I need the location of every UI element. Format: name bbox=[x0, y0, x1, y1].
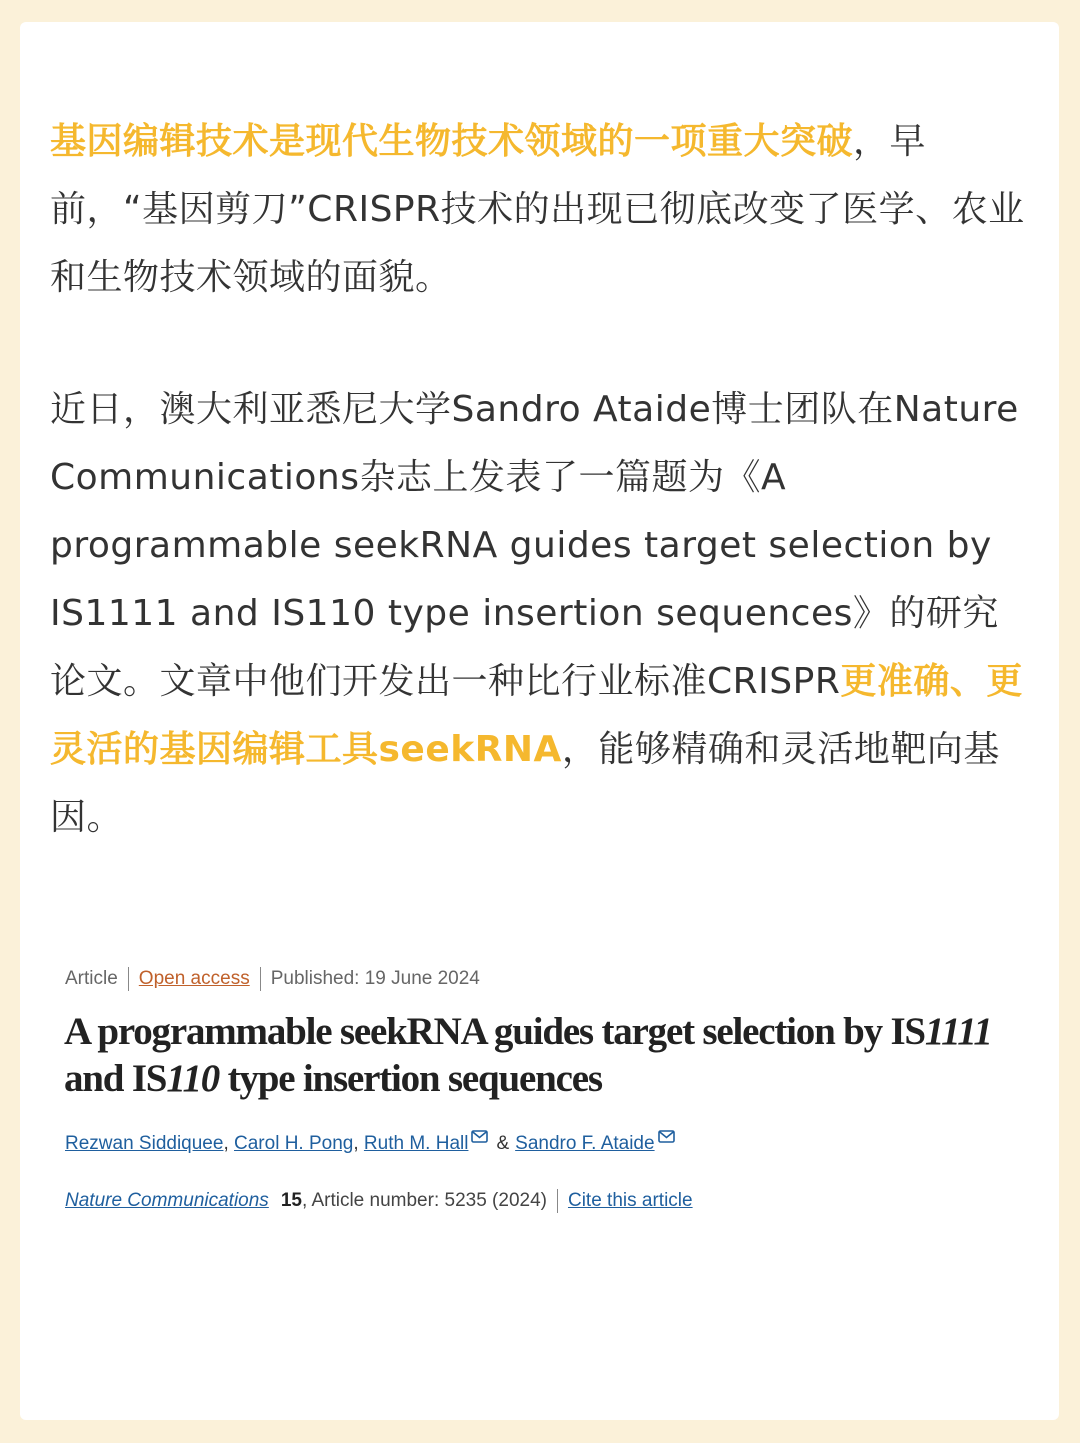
title-text: and IS bbox=[64, 1057, 167, 1100]
author-link[interactable]: Ruth M. Hall bbox=[363, 1133, 469, 1154]
meta-divider bbox=[260, 967, 261, 991]
journal-link[interactable]: Nature Communications bbox=[65, 1190, 269, 1211]
intro-text: ，早前，“基因剪刀”CRISPR技术的出现已彻底改变了医学、农业和生物技术领域的面貌。 bbox=[50, 121, 1025, 298]
title-italic-number: 110 bbox=[166, 1057, 220, 1100]
meta-divider bbox=[128, 967, 129, 991]
mail-icon[interactable] bbox=[471, 1130, 488, 1143]
content-card bbox=[20, 22, 1059, 1420]
detail-text-before: 近日，澳大利亚悉尼大学Sandro Ataide博士团队在Nature Communications杂志上发表了一篇题为《A programmable seekRNA guides target selection by IS1111 and IS110 type insertion sequences》的研究论文。文章中他们开发出一种比行业标准CRISPR bbox=[50, 389, 1019, 702]
intro-paragraph bbox=[50, 108, 1035, 312]
author-link[interactable]: Sandro F. Ataide bbox=[515, 1133, 655, 1154]
cite-link[interactable]: Cite this article bbox=[567, 1190, 693, 1211]
article-type: Article bbox=[65, 968, 118, 989]
article-number: , Article number: 5235 (2024) bbox=[301, 1190, 547, 1211]
detail-paragraph bbox=[50, 376, 1035, 852]
meta-divider bbox=[557, 1189, 558, 1213]
title-italic-number: 1111 bbox=[924, 1010, 992, 1053]
article-title bbox=[64, 1008, 1024, 1102]
journal-info bbox=[65, 1189, 693, 1213]
open-access-link[interactable]: Open access bbox=[138, 968, 250, 989]
detail-highlight: 更准确、更灵活的基因编辑工具seekRNA bbox=[50, 661, 1023, 770]
intro-highlight: 基因编辑技术是现代生物技术领域的一项重大突破 bbox=[50, 121, 854, 162]
title-text: type insertion sequences bbox=[219, 1057, 602, 1100]
journal-volume: 15 bbox=[280, 1190, 302, 1211]
detail-text-after: ，能够精确和灵活地靶向基因。 bbox=[50, 729, 1000, 838]
title-text: A programmable seekRNA guides target selection by IS bbox=[64, 1010, 925, 1053]
author-list bbox=[65, 1130, 675, 1155]
article-meta bbox=[65, 967, 480, 991]
author-separator: , bbox=[223, 1133, 235, 1154]
published-date: Published: 19 June 2024 bbox=[270, 968, 480, 989]
author-separator: , bbox=[353, 1133, 364, 1154]
mail-icon[interactable] bbox=[658, 1130, 675, 1143]
author-link[interactable]: Rezwan Siddiquee bbox=[65, 1133, 224, 1154]
author-ampersand: & bbox=[496, 1133, 510, 1154]
author-link[interactable]: Carol H. Pong bbox=[234, 1133, 354, 1154]
